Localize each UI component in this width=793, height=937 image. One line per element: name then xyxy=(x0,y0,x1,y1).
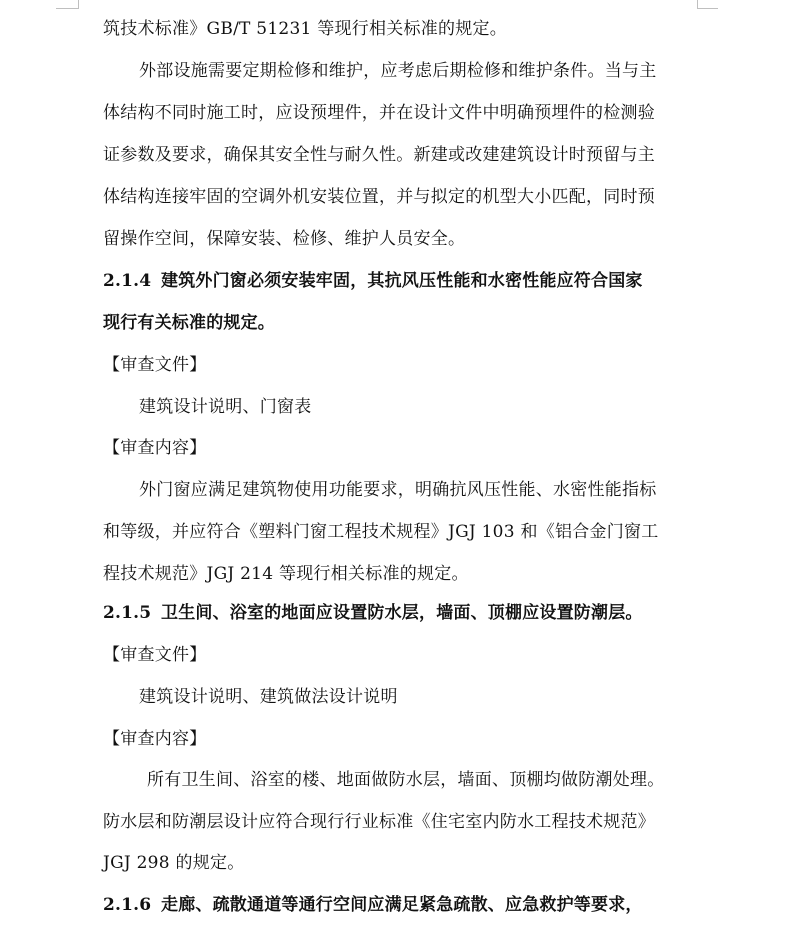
section-heading-text: 建筑外门窗必须安装牢固，其抗风压性能和水密性能应符合国家 xyxy=(161,271,643,291)
review-files-text: 建筑设计说明、建筑做法设计说明 xyxy=(139,687,398,707)
review-files-label: 【审查文件】 xyxy=(103,355,207,375)
section-heading-continuation: 现行有关标准的规定。 xyxy=(103,313,275,333)
review-content-line: 程技术规范》JGJ 214 等现行相关标准的规定。 xyxy=(103,564,469,584)
review-files-text: 建筑设计说明、门窗表 xyxy=(139,397,312,417)
paragraph-line: 体结构连接牢固的空调外机安装位置，并与拟定的机型大小匹配，同时预 xyxy=(103,187,655,207)
section-heading-text: 卫生间、浴室的地面应设置防水层，墙面、顶棚应设置防潮层。 xyxy=(161,603,643,623)
review-files-label: 【审查文件】 xyxy=(103,645,207,665)
review-content-label: 【审查内容】 xyxy=(103,729,207,749)
review-content-line: JGJ 298 的规定。 xyxy=(103,853,245,873)
section-heading-2-1-5 xyxy=(103,601,643,625)
page-corner-mark-right xyxy=(697,0,718,9)
section-number: 2.1.4 xyxy=(103,271,152,291)
section-heading-text: 走廊、疏散通道等通行空间应满足紧急疏散、应急救护等要求， xyxy=(161,895,643,915)
section-number: 2.1.5 xyxy=(103,603,152,623)
review-content-line: 所有卫生间、浴室的楼、地面做防水层，墙面、顶棚均做防潮处理。 xyxy=(147,770,665,790)
paragraph-line: 筑技术标准》GB/T 51231 等现行相关标准的规定。 xyxy=(103,19,508,39)
review-content-line: 防水层和防潮层设计应符合现行行业标准《住宅室内防水工程技术规范》 xyxy=(103,812,655,832)
review-content-line: 外门窗应满足建筑物使用功能要求，明确抗风压性能、水密性能指标 xyxy=(139,480,657,500)
paragraph-line: 外部设施需要定期检修和维护，应考虑后期检修和维护条件。当与主 xyxy=(139,61,657,81)
review-content-label: 【审查内容】 xyxy=(103,438,207,458)
section-number: 2.1.6 xyxy=(103,895,152,915)
paragraph-line: 留操作空间，保障安装、检修、维护人员安全。 xyxy=(103,229,466,249)
review-content-line: 和等级，并应符合《塑料门窗工程技术规程》JGJ 103 和《铝合金门窗工 xyxy=(103,522,659,542)
page-corner-mark-left xyxy=(56,0,79,9)
paragraph-line: 体结构不同时施工时，应设预埋件，并在设计文件中明确预埋件的检测验 xyxy=(103,103,655,123)
section-heading-2-1-4 xyxy=(103,269,643,293)
paragraph-line: 证参数及要求，确保其安全性与耐久性。新建或改建建筑设计时预留与主 xyxy=(103,145,655,165)
section-heading-2-1-6 xyxy=(103,893,643,917)
